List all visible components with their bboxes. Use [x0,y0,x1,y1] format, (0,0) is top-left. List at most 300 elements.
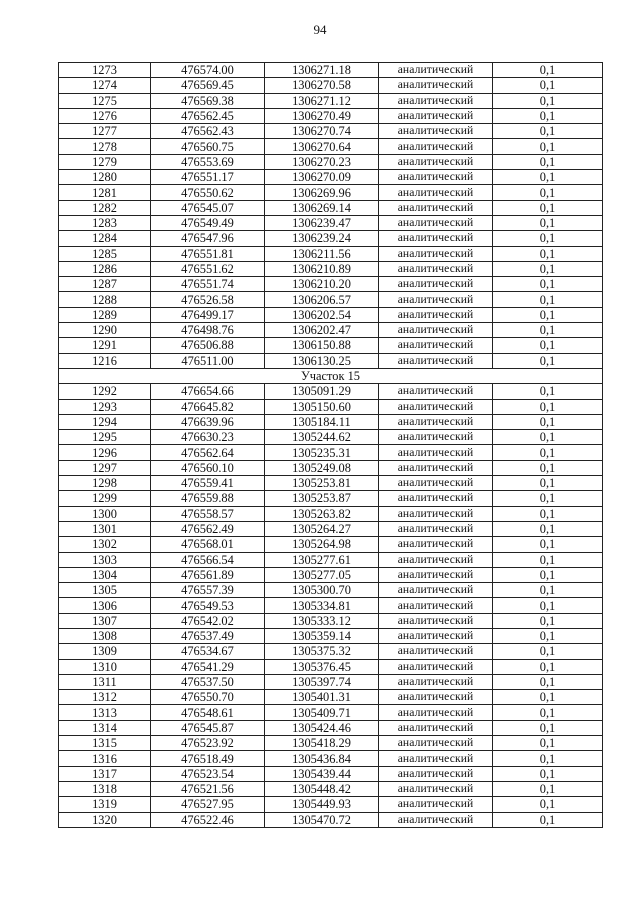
point-number-cell: 1287 [59,277,151,292]
y-coordinate-cell: 1306270.23 [265,154,379,169]
method-cell: аналитический [379,307,493,322]
table-row [59,812,603,827]
table-row [59,338,603,353]
x-coordinate-cell: 476550.62 [151,185,265,200]
x-coordinate-cell: 476569.45 [151,78,265,93]
point-number-cell: 1299 [59,491,151,506]
table-body-previous-section [59,63,603,369]
x-coordinate-cell: 476498.76 [151,323,265,338]
method-cell: аналитический [379,613,493,628]
error-cell: 0,1 [493,93,603,108]
method-cell: аналитический [379,491,493,506]
y-coordinate-cell: 1305359.14 [265,628,379,643]
y-coordinate-cell: 1306239.24 [265,231,379,246]
method-cell: аналитический [379,414,493,429]
x-coordinate-cell: 476559.88 [151,491,265,506]
y-coordinate-cell: 1305249.08 [265,460,379,475]
x-coordinate-cell: 476569.38 [151,93,265,108]
point-number-cell: 1281 [59,185,151,200]
error-cell: 0,1 [493,63,603,78]
error-cell: 0,1 [493,720,603,735]
error-cell: 0,1 [493,567,603,582]
y-coordinate-cell: 1305418.29 [265,736,379,751]
method-cell: аналитический [379,154,493,169]
error-cell: 0,1 [493,690,603,705]
method-cell: аналитический [379,659,493,674]
y-coordinate-cell: 1306270.09 [265,170,379,185]
x-coordinate-cell: 476521.56 [151,781,265,796]
point-number-cell: 1278 [59,139,151,154]
point-number-cell: 1283 [59,215,151,230]
method-cell: аналитический [379,445,493,460]
y-coordinate-cell: 1305263.82 [265,506,379,521]
error-cell: 0,1 [493,812,603,827]
table-row [59,659,603,674]
error-cell: 0,1 [493,430,603,445]
x-coordinate-cell: 476523.54 [151,766,265,781]
method-cell: аналитический [379,644,493,659]
error-cell: 0,1 [493,781,603,796]
section-title-row [59,368,603,383]
error-cell: 0,1 [493,338,603,353]
x-coordinate-cell: 476541.29 [151,659,265,674]
error-cell: 0,1 [493,460,603,475]
point-number-cell: 1308 [59,628,151,643]
method-cell: аналитический [379,705,493,720]
error-cell: 0,1 [493,108,603,123]
y-coordinate-cell: 1305300.70 [265,583,379,598]
x-coordinate-cell: 476550.70 [151,690,265,705]
method-cell: аналитический [379,108,493,123]
error-cell: 0,1 [493,797,603,812]
error-cell: 0,1 [493,506,603,521]
table-row [59,124,603,139]
error-cell: 0,1 [493,537,603,552]
table-row [59,414,603,429]
table-row [59,384,603,399]
y-coordinate-cell: 1305264.27 [265,521,379,536]
x-coordinate-cell: 476560.10 [151,460,265,475]
y-coordinate-cell: 1306210.89 [265,261,379,276]
x-coordinate-cell: 476537.50 [151,674,265,689]
x-coordinate-cell: 476562.45 [151,108,265,123]
y-coordinate-cell: 1305375.32 [265,644,379,659]
x-coordinate-cell: 476566.54 [151,552,265,567]
x-coordinate-cell: 476518.49 [151,751,265,766]
error-cell: 0,1 [493,445,603,460]
point-number-cell: 1304 [59,567,151,582]
method-cell: аналитический [379,231,493,246]
table-row [59,781,603,796]
point-number-cell: 1277 [59,124,151,139]
method-cell: аналитический [379,537,493,552]
x-coordinate-cell: 476537.49 [151,628,265,643]
y-coordinate-cell: 1305409.71 [265,705,379,720]
error-cell: 0,1 [493,292,603,307]
error-cell: 0,1 [493,170,603,185]
point-number-cell: 1310 [59,659,151,674]
method-cell: аналитический [379,430,493,445]
table-row [59,644,603,659]
point-number-cell: 1275 [59,93,151,108]
y-coordinate-cell: 1305401.31 [265,690,379,705]
section-title: Участок 15 [59,368,603,383]
point-number-cell: 1288 [59,292,151,307]
y-coordinate-cell: 1305091.29 [265,384,379,399]
table-row [59,93,603,108]
method-cell: аналитический [379,215,493,230]
table-row [59,720,603,735]
x-coordinate-cell: 476499.17 [151,307,265,322]
method-cell: аналитический [379,246,493,261]
error-cell: 0,1 [493,307,603,322]
table-row [59,246,603,261]
point-number-cell: 1293 [59,399,151,414]
y-coordinate-cell: 1305376.45 [265,659,379,674]
x-coordinate-cell: 476545.07 [151,200,265,215]
method-cell: аналитический [379,567,493,582]
y-coordinate-cell: 1306202.54 [265,307,379,322]
error-cell: 0,1 [493,598,603,613]
x-coordinate-cell: 476549.53 [151,598,265,613]
method-cell: аналитический [379,63,493,78]
y-coordinate-cell: 1305253.87 [265,491,379,506]
table-row [59,307,603,322]
method-cell: аналитический [379,261,493,276]
error-cell: 0,1 [493,200,603,215]
error-cell: 0,1 [493,78,603,93]
x-coordinate-cell: 476545.87 [151,720,265,735]
table-row [59,170,603,185]
method-cell: аналитический [379,736,493,751]
error-cell: 0,1 [493,215,603,230]
table-row [59,628,603,643]
method-cell: аналитический [379,552,493,567]
table-row [59,63,603,78]
table-row [59,506,603,521]
table-row [59,552,603,567]
error-cell: 0,1 [493,552,603,567]
method-cell: аналитический [379,583,493,598]
table-row [59,108,603,123]
x-coordinate-cell: 476558.57 [151,506,265,521]
method-cell: аналитический [379,674,493,689]
x-coordinate-cell: 476630.23 [151,430,265,445]
error-cell: 0,1 [493,491,603,506]
point-number-cell: 1297 [59,460,151,475]
x-coordinate-cell: 476551.17 [151,170,265,185]
table-row [59,797,603,812]
point-number-cell: 1286 [59,261,151,276]
table-row [59,751,603,766]
point-number-cell: 1292 [59,384,151,399]
x-coordinate-cell: 476506.88 [151,338,265,353]
method-cell: аналитический [379,277,493,292]
error-cell: 0,1 [493,261,603,276]
point-number-cell: 1282 [59,200,151,215]
x-coordinate-cell: 476527.95 [151,797,265,812]
y-coordinate-cell: 1305277.05 [265,567,379,582]
section-heading [59,368,603,383]
y-coordinate-cell: 1305397.74 [265,674,379,689]
point-number-cell: 1216 [59,353,151,368]
x-coordinate-cell: 476551.62 [151,261,265,276]
point-number-cell: 1309 [59,644,151,659]
point-number-cell: 1315 [59,736,151,751]
x-coordinate-cell: 476645.82 [151,399,265,414]
table-row [59,598,603,613]
y-coordinate-cell: 1305449.93 [265,797,379,812]
error-cell: 0,1 [493,476,603,491]
y-coordinate-cell: 1305253.81 [265,476,379,491]
x-coordinate-cell: 476562.64 [151,445,265,460]
error-cell: 0,1 [493,323,603,338]
method-cell: аналитический [379,93,493,108]
y-coordinate-cell: 1306270.74 [265,124,379,139]
point-number-cell: 1317 [59,766,151,781]
x-coordinate-cell: 476654.66 [151,384,265,399]
point-number-cell: 1320 [59,812,151,827]
y-coordinate-cell: 1305235.31 [265,445,379,460]
error-cell: 0,1 [493,154,603,169]
error-cell: 0,1 [493,414,603,429]
error-cell: 0,1 [493,628,603,643]
y-coordinate-cell: 1306270.64 [265,139,379,154]
method-cell: аналитический [379,690,493,705]
table-row [59,323,603,338]
table-row [59,537,603,552]
point-number-cell: 1311 [59,674,151,689]
y-coordinate-cell: 1305333.12 [265,613,379,628]
y-coordinate-cell: 1305184.11 [265,414,379,429]
table-row [59,277,603,292]
table-row [59,705,603,720]
y-coordinate-cell: 1306130.25 [265,353,379,368]
x-coordinate-cell: 476551.74 [151,277,265,292]
y-coordinate-cell: 1305334.81 [265,598,379,613]
x-coordinate-cell: 476523.92 [151,736,265,751]
error-cell: 0,1 [493,353,603,368]
point-number-cell: 1319 [59,797,151,812]
error-cell: 0,1 [493,644,603,659]
y-coordinate-cell: 1306270.58 [265,78,379,93]
x-coordinate-cell: 476534.67 [151,644,265,659]
y-coordinate-cell: 1305277.61 [265,552,379,567]
error-cell: 0,1 [493,736,603,751]
error-cell: 0,1 [493,521,603,536]
y-coordinate-cell: 1306271.18 [265,63,379,78]
error-cell: 0,1 [493,766,603,781]
table-row [59,78,603,93]
table-body-section-15 [59,384,603,828]
method-cell: аналитический [379,521,493,536]
point-number-cell: 1300 [59,506,151,521]
error-cell: 0,1 [493,246,603,261]
point-number-cell: 1289 [59,307,151,322]
table-row [59,445,603,460]
method-cell: аналитический [379,506,493,521]
table-row [59,491,603,506]
y-coordinate-cell: 1305470.72 [265,812,379,827]
method-cell: аналитический [379,628,493,643]
table-row [59,430,603,445]
error-cell: 0,1 [493,751,603,766]
table-row [59,736,603,751]
x-coordinate-cell: 476568.01 [151,537,265,552]
point-number-cell: 1312 [59,690,151,705]
coordinates-table [58,62,603,828]
x-coordinate-cell: 476560.75 [151,139,265,154]
method-cell: аналитический [379,323,493,338]
x-coordinate-cell: 476574.00 [151,63,265,78]
table-row [59,521,603,536]
point-number-cell: 1301 [59,521,151,536]
page-number: 94 [313,22,327,37]
point-number-cell: 1296 [59,445,151,460]
x-coordinate-cell: 476553.69 [151,154,265,169]
y-coordinate-cell: 1306269.14 [265,200,379,215]
point-number-cell: 1279 [59,154,151,169]
y-coordinate-cell: 1306269.96 [265,185,379,200]
point-number-cell: 1295 [59,430,151,445]
table-row [59,690,603,705]
method-cell: аналитический [379,720,493,735]
x-coordinate-cell: 476562.43 [151,124,265,139]
point-number-cell: 1318 [59,781,151,796]
y-coordinate-cell: 1306150.88 [265,338,379,353]
error-cell: 0,1 [493,583,603,598]
method-cell: аналитический [379,170,493,185]
method-cell: аналитический [379,399,493,414]
method-cell: аналитический [379,781,493,796]
point-number-cell: 1274 [59,78,151,93]
error-cell: 0,1 [493,185,603,200]
method-cell: аналитический [379,124,493,139]
error-cell: 0,1 [493,613,603,628]
method-cell: аналитический [379,185,493,200]
table-row [59,231,603,246]
error-cell: 0,1 [493,277,603,292]
point-number-cell: 1313 [59,705,151,720]
method-cell: аналитический [379,460,493,475]
method-cell: аналитический [379,812,493,827]
point-number-cell: 1305 [59,583,151,598]
method-cell: аналитический [379,797,493,812]
table-row [59,460,603,475]
table-row [59,261,603,276]
table-row [59,583,603,598]
table-row [59,139,603,154]
method-cell: аналитический [379,353,493,368]
x-coordinate-cell: 476548.61 [151,705,265,720]
y-coordinate-cell: 1305150.60 [265,399,379,414]
y-coordinate-cell: 1305264.98 [265,537,379,552]
point-number-cell: 1273 [59,63,151,78]
point-number-cell: 1316 [59,751,151,766]
x-coordinate-cell: 476547.96 [151,231,265,246]
y-coordinate-cell: 1306270.49 [265,108,379,123]
method-cell: аналитический [379,476,493,491]
x-coordinate-cell: 476551.81 [151,246,265,261]
method-cell: аналитический [379,200,493,215]
table-row [59,353,603,368]
table-row [59,567,603,582]
table-row [59,185,603,200]
table-row [59,613,603,628]
y-coordinate-cell: 1306239.47 [265,215,379,230]
y-coordinate-cell: 1306210.20 [265,277,379,292]
x-coordinate-cell: 476511.00 [151,353,265,368]
method-cell: аналитический [379,384,493,399]
point-number-cell: 1284 [59,231,151,246]
table-row [59,154,603,169]
error-cell: 0,1 [493,139,603,154]
point-number-cell: 1302 [59,537,151,552]
y-coordinate-cell: 1306206.57 [265,292,379,307]
x-coordinate-cell: 476639.96 [151,414,265,429]
point-number-cell: 1314 [59,720,151,735]
point-number-cell: 1306 [59,598,151,613]
point-number-cell: 1294 [59,414,151,429]
method-cell: аналитический [379,766,493,781]
x-coordinate-cell: 476562.49 [151,521,265,536]
y-coordinate-cell: 1305244.62 [265,430,379,445]
point-number-cell: 1285 [59,246,151,261]
error-cell: 0,1 [493,384,603,399]
error-cell: 0,1 [493,705,603,720]
x-coordinate-cell: 476522.46 [151,812,265,827]
table-row [59,200,603,215]
table-row [59,476,603,491]
error-cell: 0,1 [493,659,603,674]
point-number-cell: 1307 [59,613,151,628]
error-cell: 0,1 [493,399,603,414]
point-number-cell: 1290 [59,323,151,338]
y-coordinate-cell: 1305448.42 [265,781,379,796]
method-cell: аналитический [379,78,493,93]
y-coordinate-cell: 1305436.84 [265,751,379,766]
point-number-cell: 1303 [59,552,151,567]
error-cell: 0,1 [493,231,603,246]
x-coordinate-cell: 476557.39 [151,583,265,598]
method-cell: аналитический [379,751,493,766]
y-coordinate-cell: 1306202.47 [265,323,379,338]
error-cell: 0,1 [493,674,603,689]
error-cell: 0,1 [493,124,603,139]
table-row [59,215,603,230]
method-cell: аналитический [379,598,493,613]
table-row [59,766,603,781]
y-coordinate-cell: 1306271.12 [265,93,379,108]
method-cell: аналитический [379,139,493,154]
point-number-cell: 1291 [59,338,151,353]
x-coordinate-cell: 476561.89 [151,567,265,582]
x-coordinate-cell: 476549.49 [151,215,265,230]
y-coordinate-cell: 1305424.46 [265,720,379,735]
table-row [59,674,603,689]
method-cell: аналитический [379,338,493,353]
table-row [59,399,603,414]
point-number-cell: 1298 [59,476,151,491]
x-coordinate-cell: 476559.41 [151,476,265,491]
x-coordinate-cell: 476526.58 [151,292,265,307]
x-coordinate-cell: 476542.02 [151,613,265,628]
table-row [59,292,603,307]
method-cell: аналитический [379,292,493,307]
point-number-cell: 1280 [59,170,151,185]
y-coordinate-cell: 1305439.44 [265,766,379,781]
y-coordinate-cell: 1306211.56 [265,246,379,261]
